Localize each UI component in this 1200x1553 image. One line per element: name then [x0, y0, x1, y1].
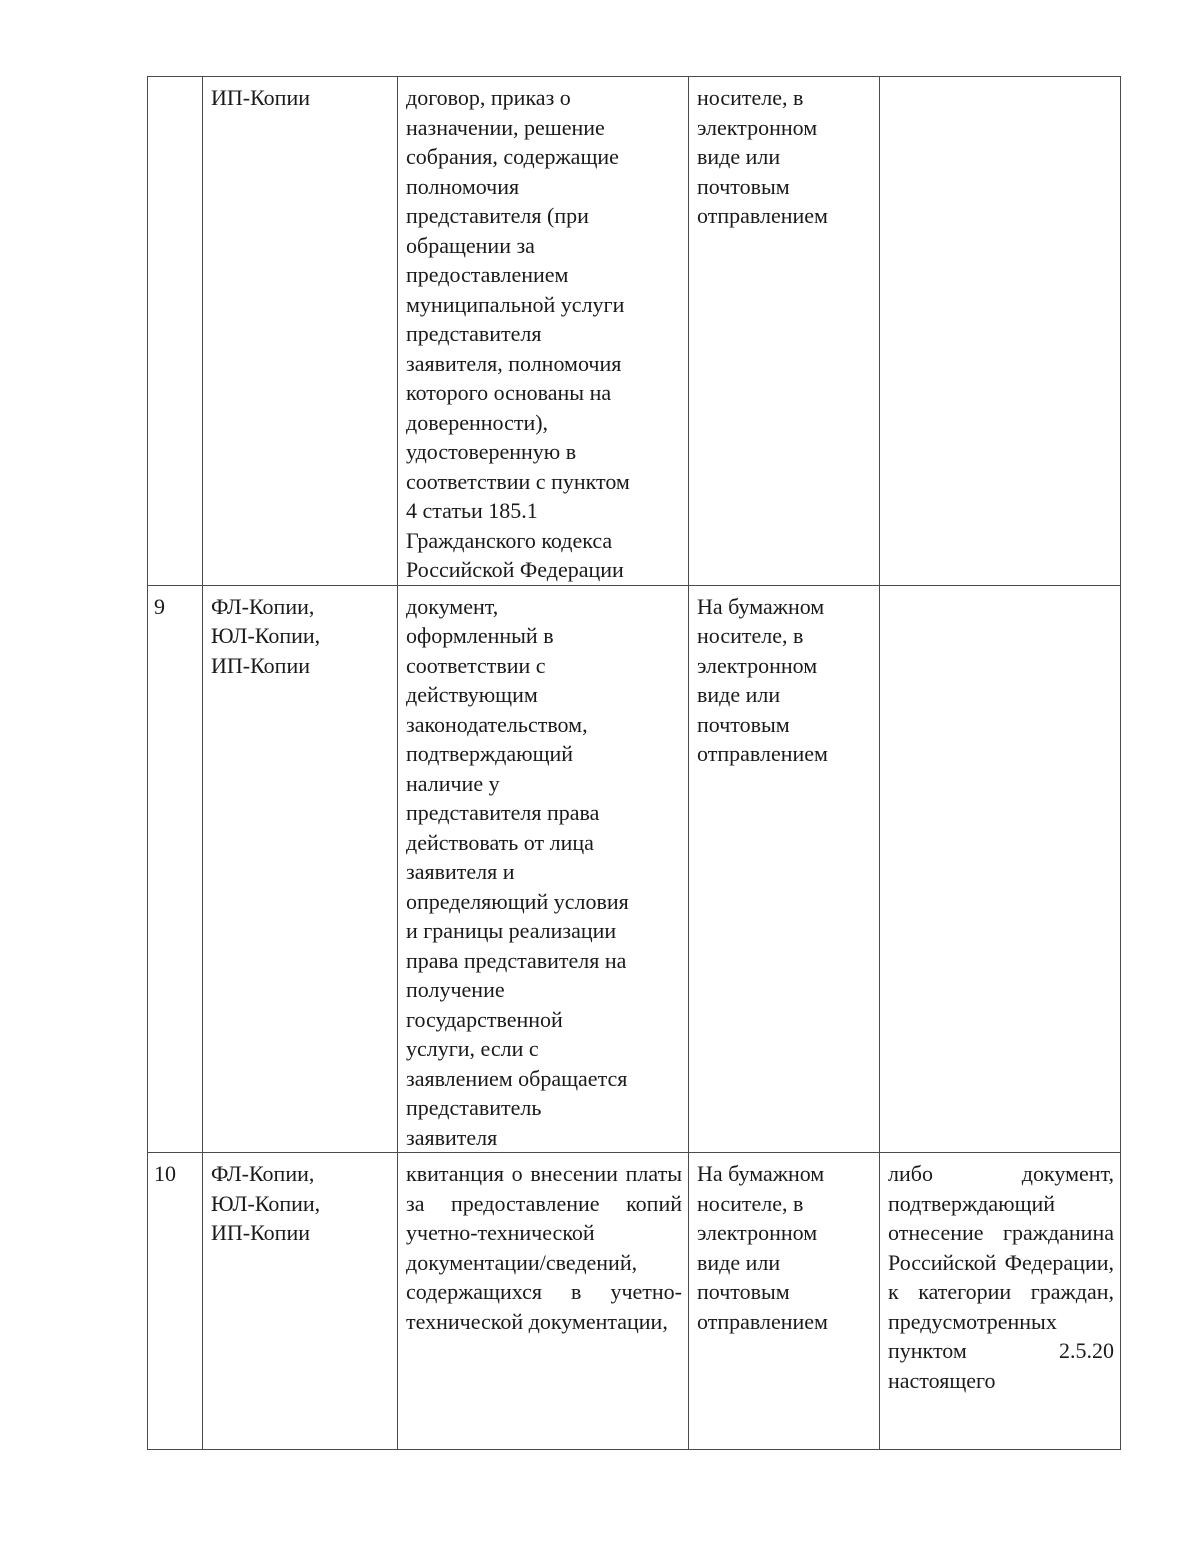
applicant-category: ИП-Копии: [203, 77, 398, 586]
row-number: [148, 77, 203, 586]
document-description: договор, приказ о назначении, решение собрания, содержащие полномочия представителя (при обращении за предоставлением муниципальной услуги представителя заявителя, полномочия которого основаны на доверенности), удостоверенную в соответствии с пунктом 4 статьи 185.1 Гражданского кодекса Российской Федерации: [398, 77, 689, 586]
submission-form: На бумажном носителе, в электронном виде или почтовым отправлением: [689, 1153, 880, 1450]
documents-table: [147, 76, 1121, 1450]
note-cell: либо документ, подтверждающий отнесение гражданина Российской Федерации, к категории граждан, предусмотренных пунктом 2.5.20 настоящего: [880, 1153, 1121, 1450]
note-cell: [880, 77, 1121, 586]
table-row: [148, 1153, 1121, 1450]
document-description: квитанция о внесении платы за предоставление копий учетно-технической документации/сведений, содержащихся в учетно-технической документации,: [398, 1153, 689, 1450]
table-row: [148, 77, 1121, 586]
submission-form: На бумажном носителе, в электронном виде или почтовым отправлением: [689, 585, 880, 1153]
row-number: 10: [148, 1153, 203, 1450]
table-row: [148, 585, 1121, 1153]
applicant-category: ФЛ-Копии, ЮЛ-Копии, ИП-Копии: [203, 1153, 398, 1450]
document-description: документ, оформленный в соответствии с действующим законодательством, подтверждающий наличие у представителя права действовать от лица заявителя и определяющий условия и границы реализации права представителя на получение государственной услуги, если с заявлением обращается представитель заявителя: [398, 585, 689, 1153]
note-cell: [880, 585, 1121, 1153]
applicant-category: ФЛ-Копии, ЮЛ-Копии, ИП-Копии: [203, 585, 398, 1153]
submission-form: носителе, в электронном виде или почтовым отправлением: [689, 77, 880, 586]
row-number: 9: [148, 585, 203, 1153]
